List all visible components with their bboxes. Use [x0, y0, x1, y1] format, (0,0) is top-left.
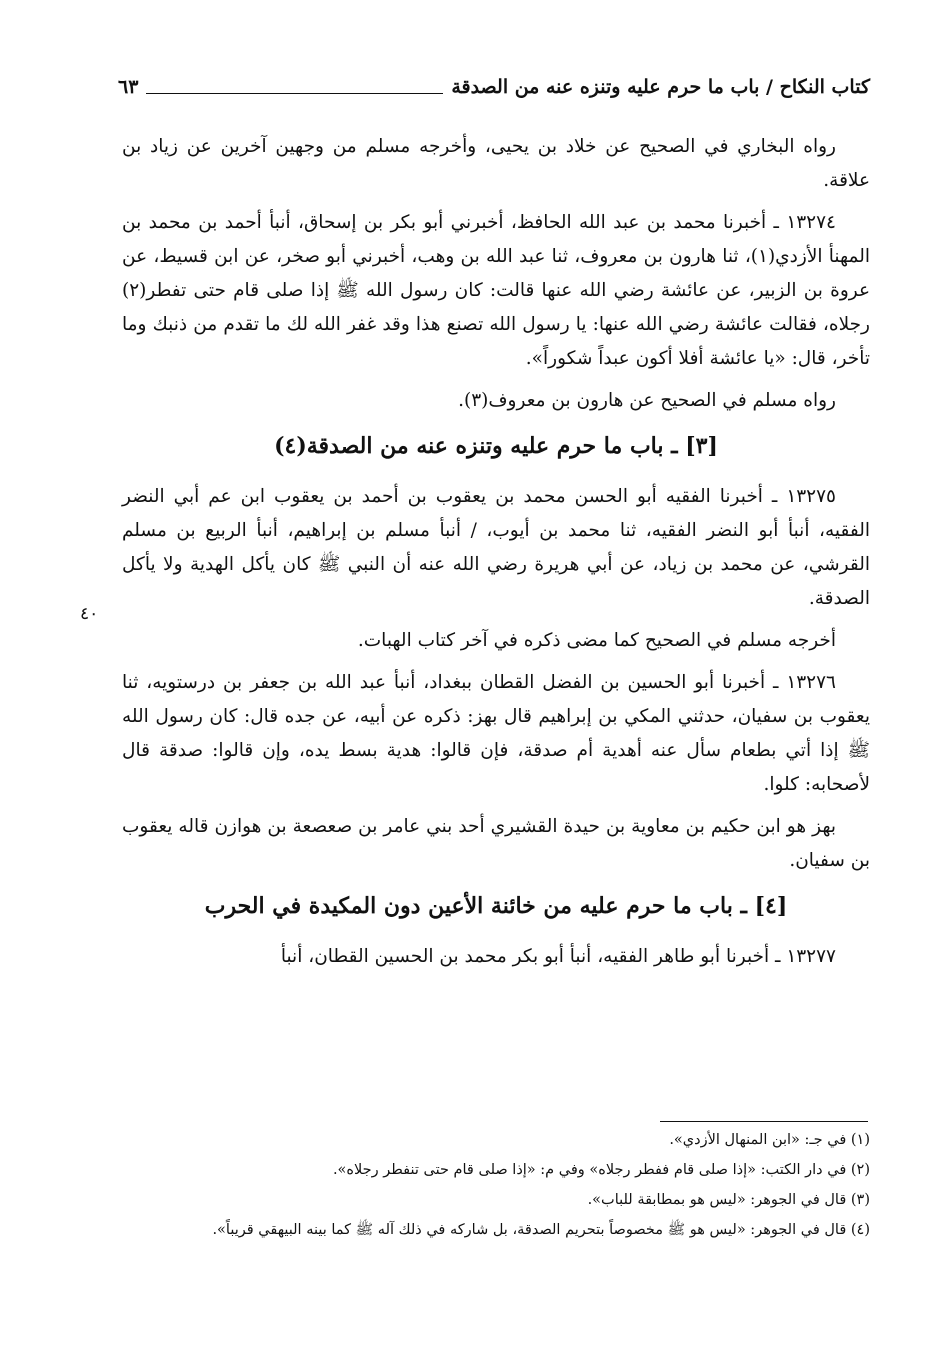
paragraph: ١٣٢٧٧ ـ أخبرنا أبو طاهر الفقيه، أنبأ أبو بكر محمد بن الحسين القطان، أنبأ: [280, 946, 836, 967]
paragraph: ١٣٢٧٦ ـ أخبرنا أبو الحسين بن الفضل القطان ببغداد، أنبأ عبد الله بن جعفر بن درستويه، ثنا يعقوب بن سفيان، حدثني المكي بن إبراهيم قال بهز: ذكره عن أبيه، عن جده قال: كان رسول الله ﷺ إذا أتي بطعام سأل عنه أهدية أم صدقة، فإن قالوا: هدية بسط يده، وإن قالوا: صدقة قال لأصحابه: كلوا.: [122, 672, 870, 795]
chapter-heading-4: [٤] ـ باب ما حرم عليه من خائنة الأعين دون المكيدة في الحرب: [204, 893, 788, 919]
main-text: [122, 130, 870, 982]
footnote: (٣) قال في الجوهر: «ليس هو بمطابقة للباب».: [587, 1192, 870, 1208]
header-rule: [146, 93, 443, 94]
footnote-rule: [660, 1121, 868, 1122]
paragraph: ١٣٢٧٥ ـ أخبرنا الفقيه أبو الحسن محمد بن يعقوب بن أحمد بن يعقوب ابن عم أبي النضر الفقيه، أنبأ أبو النضر الفقيه، ثنا محمد بن أيوب، / أنبأ مسلم بن إبراهيم، أنبأ الربيع بن مسلم القرشي، عن محمد بن زياد، عن أبي هريرة رضي الله عنه أن النبي ﷺ كان يأكل الهدية ولا يأكل الصدقة.: [122, 486, 870, 609]
footnote: (٤) قال في الجوهر: «ليس هو ﷺ مخصوصاً بتحريم الصدقة، بل شاركه في ذلك آله ﷺ كما بينه البيهقي قريباً».: [212, 1222, 870, 1238]
footnote: (٢) في دار الكتب: «إذا صلى قام ففطر رجلاه» وفي م: «إذا صلى قام حتى تنفطر رجلاه».: [332, 1162, 870, 1178]
page-number: ٦٣: [118, 76, 139, 98]
footnote: (١) في جـ: «ابن المنهال الأزدي».: [669, 1132, 870, 1148]
paragraph: بهز هو ابن حكيم بن معاوية بن حيدة القشيري أحد بني عامر بن صعصعة بن هوازن قاله يعقوب بن سفيان.: [122, 816, 870, 871]
chapter-heading-3: [٣] ـ باب ما حرم عليه وتنزه عنه من الصدقة(٤): [274, 433, 718, 459]
header-title: كتاب النكاح / باب ما حرم عليه وتنزه عنه من الصدقة: [451, 76, 870, 98]
margin-folio-note: ٤٠: [80, 604, 99, 624]
footnotes: [130, 1126, 870, 1246]
paragraph: أخرجه مسلم في الصحيح كما مضى ذكره في آخر كتاب الهبات.: [357, 630, 836, 651]
running-header: [118, 70, 870, 104]
paragraph: رواه مسلم في الصحيح عن هارون بن معروف(٣).: [458, 390, 836, 411]
paragraph: ١٣٢٧٤ ـ أخبرنا محمد بن عبد الله الحافظ، أخبرني أبو بكر بن إسحاق، أنبأ أحمد بن محمد بن المهنأ الأزدي(١)، ثنا هارون بن معروف، ثنا عبد الله بن وهب، أخبرني أبو صخر، عن ابن قسيط، عن عروة بن الزبير، عن عائشة رضي الله عنها قالت: كان رسول الله ﷺ إذا صلى قام حتى تفطر(٢) رجلاه، فقالت عائشة رضي الله عنها: يا رسول الله تصنع هذا وقد غفر الله لك ما تقدم من ذنبك وما تأخر، قال: «يا عائشة أفلا أكون عبداً شكوراً».: [122, 212, 870, 369]
paragraph: رواه البخاري في الصحيح عن خلاد بن يحيى، وأخرجه مسلم من وجهين آخرين عن زياد بن علاقة.: [122, 136, 870, 191]
